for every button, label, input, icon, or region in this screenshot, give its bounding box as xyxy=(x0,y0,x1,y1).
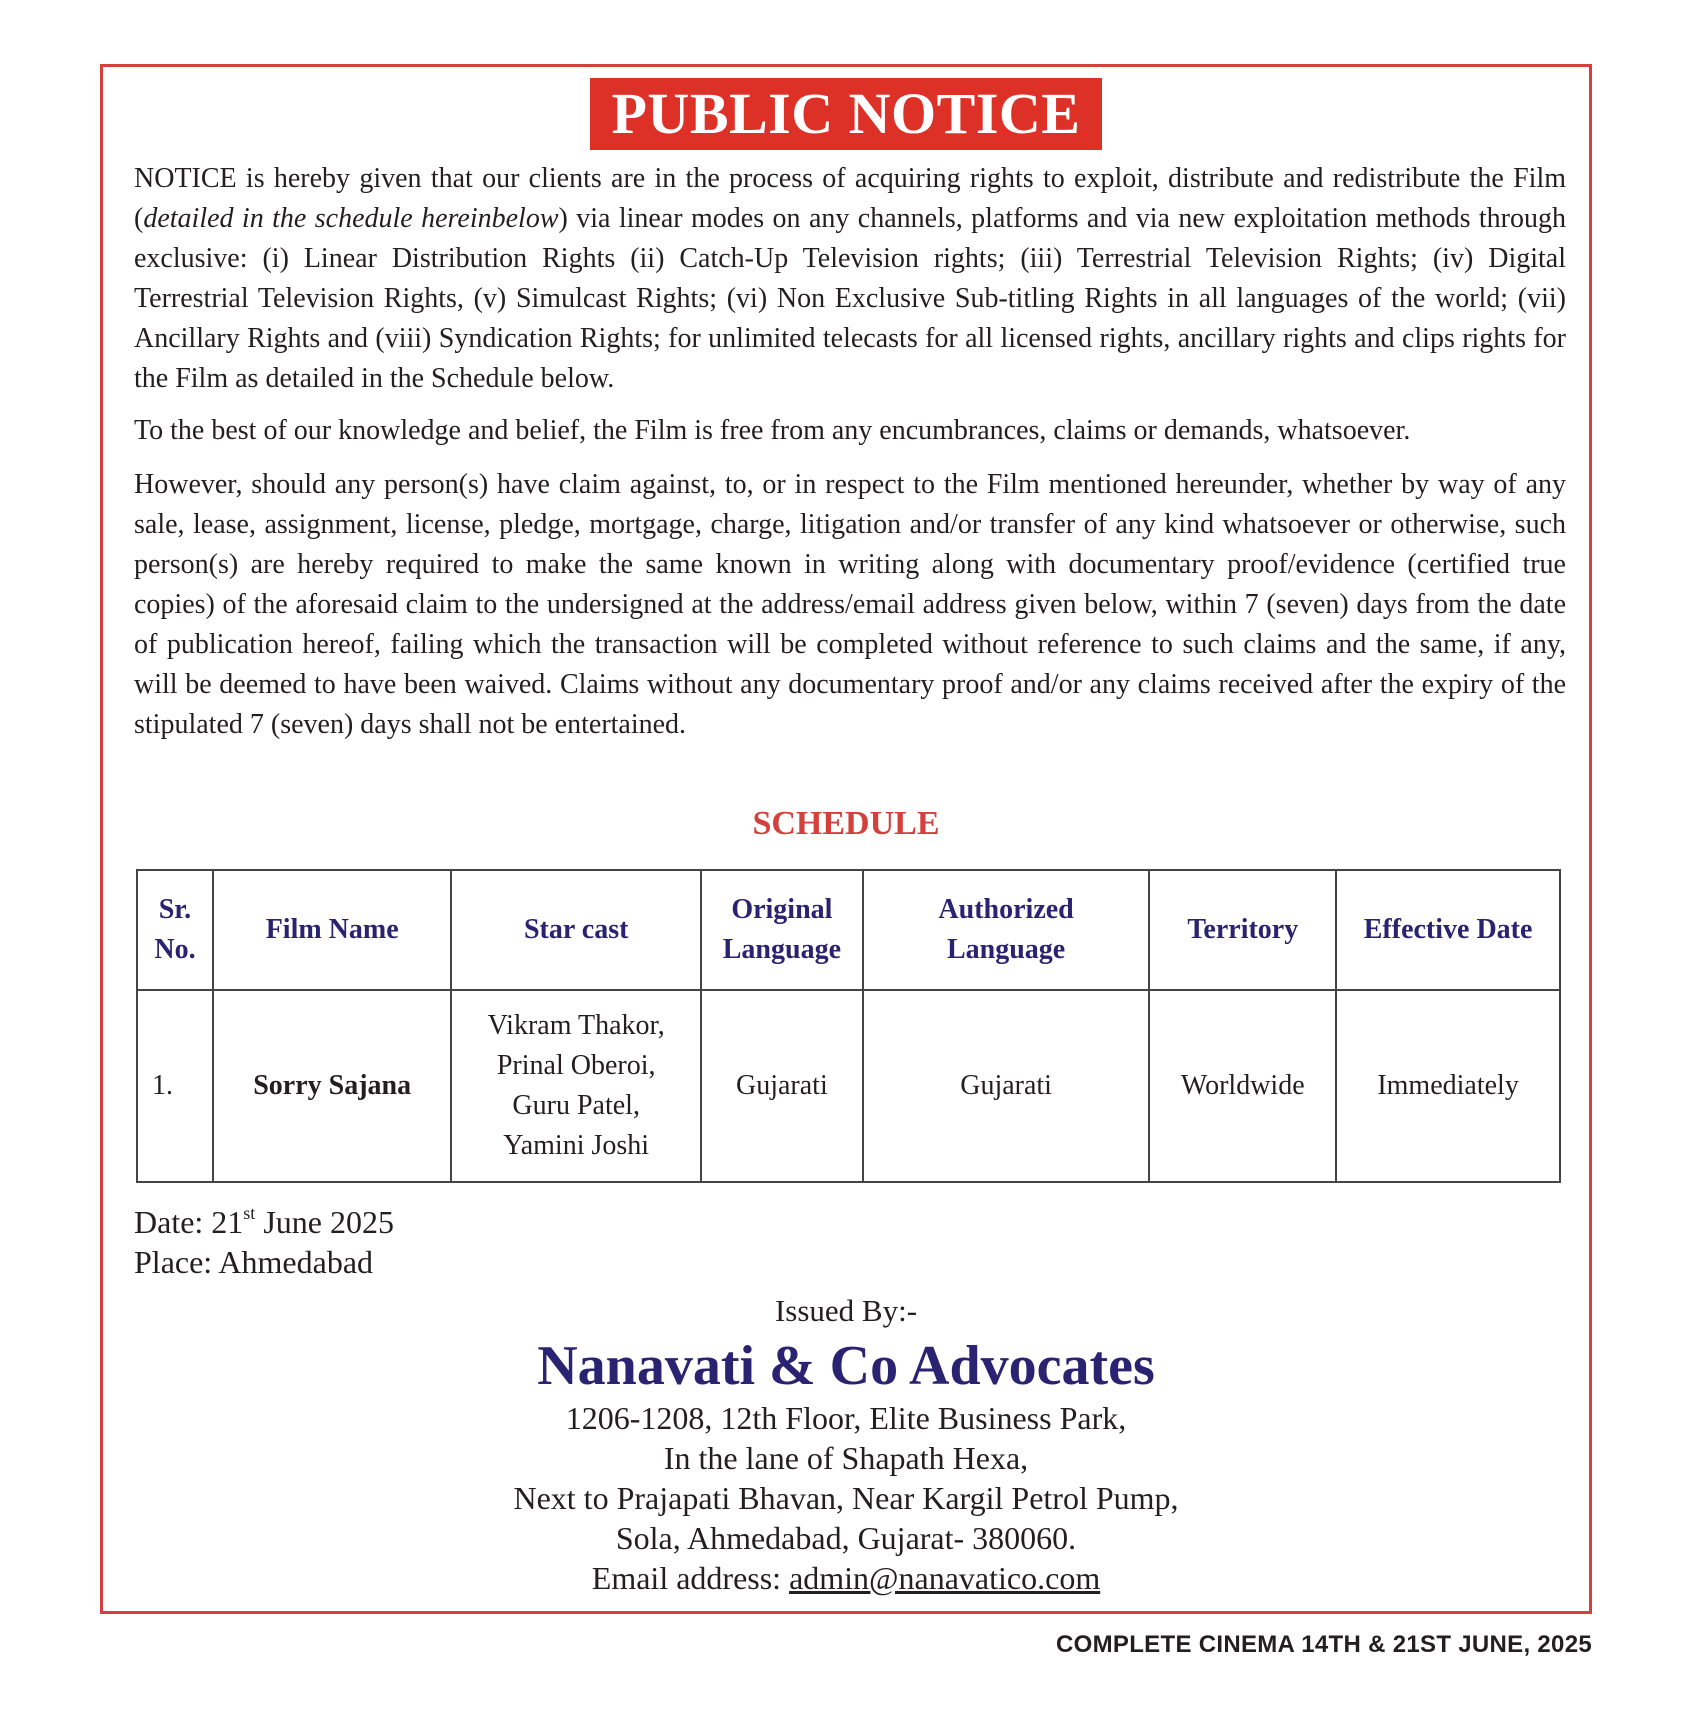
email-link[interactable]: admin@nanavatico.com xyxy=(789,1560,1101,1596)
notice-paragraph-2: To the best of our knowledge and belief, the Film is free from any encumbrances, claims or demands, whatsoever. xyxy=(134,415,1411,446)
header-star-cast: Star cast xyxy=(451,870,701,990)
notice-paragraph-1-italic: detailed in the schedule hereinbelow xyxy=(143,203,559,234)
date-rest: June 2025 xyxy=(255,1204,394,1240)
header-original-language xyxy=(701,870,863,990)
cell-original-language: Gujarati xyxy=(701,990,863,1182)
cast-member: Guru Patel, xyxy=(512,1090,640,1121)
address-line: 1206-1208, 12th Floor, Elite Business Park, xyxy=(565,1400,1127,1436)
cast-member: Prinal Oberoi, xyxy=(496,1050,656,1081)
notice-paragraph-1 xyxy=(134,159,1566,399)
place-line: Place: Ahmedabad xyxy=(134,1244,374,1280)
header-orig-line2: Language xyxy=(722,934,841,965)
schedule-title: SCHEDULE xyxy=(752,805,940,842)
header-sr-line1: Sr. xyxy=(158,894,192,925)
email-line xyxy=(103,1558,1589,1598)
cell-effective-date: Immediately xyxy=(1336,990,1560,1182)
address-line: Sola, Ahmedabad, Gujarat- 380060. xyxy=(615,1520,1077,1556)
header-film-name: Film Name xyxy=(213,870,452,990)
notice-frame xyxy=(100,64,1592,1614)
cell-film-name: Sorry Sajana xyxy=(213,990,452,1182)
date-label: Date: 21 xyxy=(134,1204,244,1240)
header-auth-line2: Language xyxy=(946,934,1066,965)
cell-territory: Worldwide xyxy=(1149,990,1336,1182)
cell-authorized-language: Gujarati xyxy=(863,990,1150,1182)
notice-paragraph-1-start: NOTICE is hereby given that our clients are in the process of acquiring rights to exploit, distribute and redistribute the Film ( xyxy=(134,163,1566,234)
cast-member: Vikram Thakor, xyxy=(487,1010,665,1041)
notice-title: PUBLIC NOTICE xyxy=(590,78,1103,150)
header-orig-line1: Original xyxy=(731,894,833,925)
address-line: In the lane of Shapath Hexa, xyxy=(663,1440,1029,1476)
firm-name: Nanavati & Co Advocates xyxy=(537,1335,1155,1397)
email-label: Email address: xyxy=(591,1560,790,1596)
notice-paragraph-1-end: ) via linear modes on any channels, platforms and via new exploitation methods through exclusive: (i) Linear Distribution Rights (ii) Catch-Up Television rights; (iii) Terrestrial Television Rights; (iv) Digital Terrestrial Television Rights, (v) Simulcast Rights; (vi) Non Exclusive Sub-titling Rights in all languages of the world; (vii) Ancillary Rights and (viii) Syndication Rights; for unlimited telecasts for all licensed rights, ancillary rights and clips rights for the Film as detailed in the Schedule below. xyxy=(134,203,1567,394)
address-line: Next to Prajapati Bhavan, Near Kargil Petrol Pump, xyxy=(513,1480,1179,1516)
schedule-table xyxy=(136,869,1561,1183)
notice-paragraph-3: However, should any person(s) have claim against, to, or in respect to the Film mentioned hereunder, whether by way of any sale, lease, assignment, license, pledge, mortgage, charge, litigation and/or transfer of any kind whatsoever or otherwise, such person(s) are hereby required to make the same known in writing along with documentary proof/evidence (certified true copies) of the aforesaid claim to the undersigned at the address/email address given below, within 7 (seven) days from the date of publication hereof, failing which the transaction will be completed without reference to such claims and the same, if any, will be deemed to have been waived. Claims without any documentary proof and/or any claims received after the expiry of the stipulated 7 (seven) days shall not be entertained. xyxy=(134,469,1566,740)
issued-by: Issued By:- xyxy=(774,1293,918,1328)
date-superscript: st xyxy=(243,1203,256,1223)
schedule-header-row xyxy=(137,870,1560,990)
cast-member: Yamini Joshi xyxy=(503,1130,650,1161)
cell-star-cast xyxy=(451,990,701,1182)
header-sr-no xyxy=(137,870,213,990)
publication-footer: COMPLETE CINEMA 14TH & 21ST JUNE, 2025 xyxy=(1056,1631,1592,1658)
title-wrap xyxy=(103,78,1589,150)
header-sr-line2: No. xyxy=(154,934,196,965)
cell-sr-no: 1. xyxy=(137,990,213,1182)
header-authorized-language xyxy=(863,870,1150,990)
table-row xyxy=(137,990,1560,1182)
date-line xyxy=(134,1202,394,1242)
header-effective-date: Effective Date xyxy=(1336,870,1560,990)
header-territory: Territory xyxy=(1149,870,1336,990)
date-place-block xyxy=(134,1202,394,1282)
firm-address xyxy=(103,1398,1589,1598)
header-auth-line1: Authorized xyxy=(938,894,1074,925)
